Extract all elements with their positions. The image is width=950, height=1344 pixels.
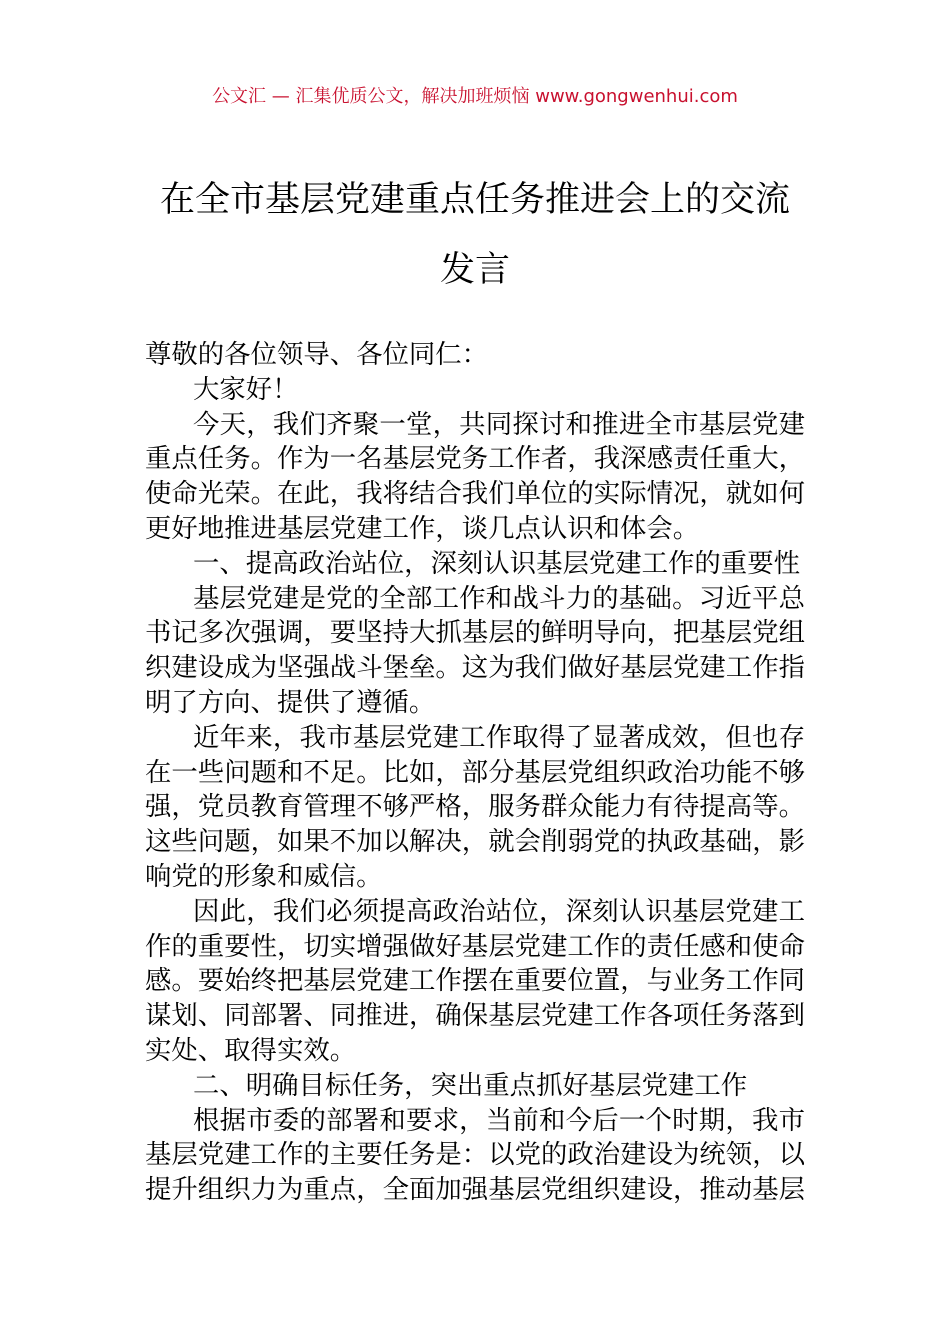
section-heading [145,1069,805,1104]
text-line: 一、提高政治站位，深刻认识基层党建工作的重要性 [193,547,800,579]
text-line: 织建设成为坚强战斗堡垒。这为我们做好基层党建工作指 [145,652,805,684]
text-line: 大家好！ [193,373,299,405]
paragraph [145,721,805,895]
text-line: 基层党建是党的全部工作和战斗力的基础。习近平总 [193,582,805,614]
document-title [100,165,850,305]
paragraph [145,895,805,1069]
text-line: 二、明确目标任务，突出重点抓好基层党建工作 [193,1069,748,1101]
text-line: 强，党员教育管理不够严格，服务群众能力有待提高等。 [145,791,805,823]
title-line: 发言 [439,250,510,290]
text-line: 这些问题，如果不加以解决，就会削弱党的执政基础，影 [145,826,805,858]
salutation [145,338,805,373]
text-line: 重点任务。作为一名基层党务工作者，我深感责任重大， [145,443,805,475]
text-line: 更好地推进基层党建工作，谈几点认识和体会。 [145,512,700,544]
text-line: 使命光荣。在此，我将结合我们单位的实际情况，就如何 [145,478,805,510]
text-line: 在一些问题和不足。比如，部分基层党组织政治功能不够 [145,756,805,788]
text-line: 谋划、同部署、同推进，确保基层党建工作各项任务落到 [145,1000,805,1032]
text-line: 近年来，我市基层党建工作取得了显著成效，但也存 [193,721,805,753]
paragraph [145,408,805,547]
site-header-banner: 公文汇 — 汇集优质公文，解决加班烦恼 www.gongwenhui.com [212,86,738,107]
text-line: 书记多次强调，要坚持大抓基层的鲜明导向，把基层党组 [145,617,805,649]
text-line: 根据市委的部署和要求，当前和今后一个时期，我市 [193,1104,805,1136]
text-line: 响党的形象和威信。 [145,860,383,892]
text-line: 基层党建工作的主要任务是：以党的政治建设为统领，以 [145,1139,805,1171]
paragraph [145,582,805,721]
title-line: 在全市基层党建重点任务推进会上的交流 [159,180,790,220]
document-body [145,338,805,1208]
text-line: 实处、取得实效。 [145,1034,357,1066]
text-line: 感。要始终把基层党建工作摆在重要位置，与业务工作同 [145,965,805,997]
text-line: 今天，我们齐聚一堂，共同探讨和推进全市基层党建 [193,408,805,440]
text-line: 作的重要性，切实增强做好基层党建工作的责任感和使命 [145,930,805,962]
text-line: 因此，我们必须提高政治站位，深刻认识基层党建工 [193,895,805,927]
text-line: 提升组织力为重点，全面加强基层党组织建设，推动基层 [145,1174,805,1206]
text-line: 尊敬的各位领导、各位同仁： [145,339,489,370]
section-heading [145,547,805,582]
text-line: 明了方向、提供了遵循。 [145,686,436,718]
paragraph [145,373,805,408]
paragraph [145,1104,805,1208]
